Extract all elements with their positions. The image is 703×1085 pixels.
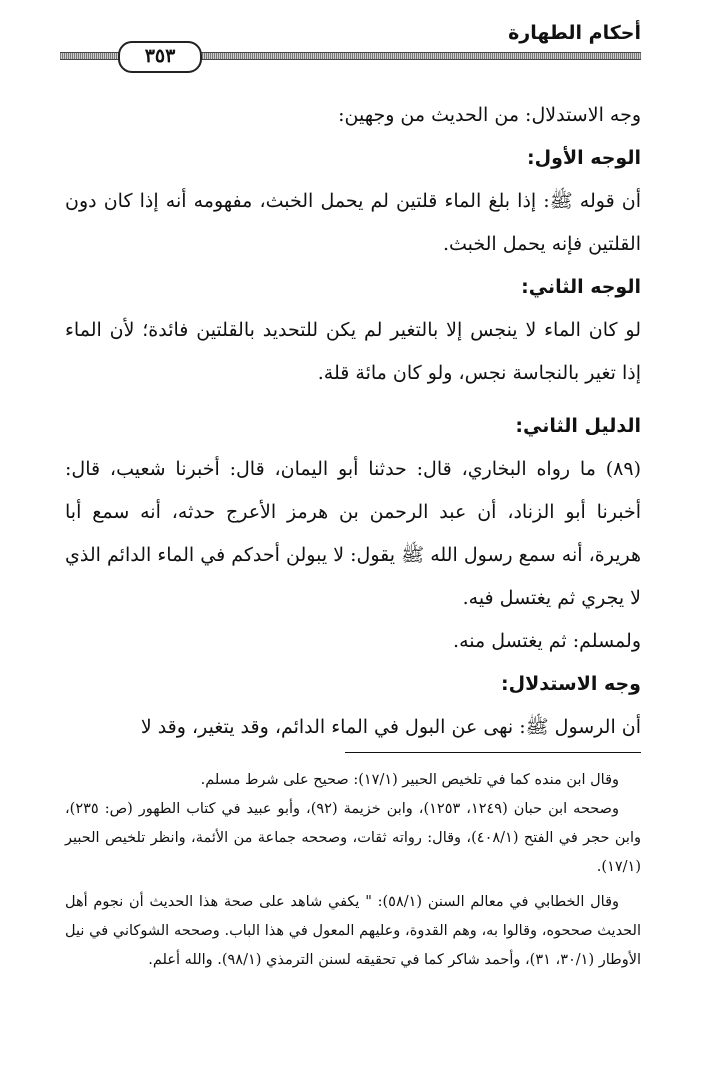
spacer	[65, 395, 641, 405]
heading-inference: وجه الاستدلال:	[501, 673, 641, 695]
page-header	[60, 22, 641, 72]
heading-second-aspect: الوجه الثاني:	[521, 276, 641, 298]
footnote-ibn-mandah: وقال ابن منده كما في تلخيص الحبير (١٧/١): صحيح على شرط مسلم.	[200, 772, 619, 788]
paragraph-second-aspect: لو كان الماء لا ينجس إلا بالتغير لم يكن للتحديد بالقلتين فائدة؛ لأن الماء إذا تغير بالنجاسة نجس، ولو كان مائة قلة.	[65, 319, 641, 384]
heading-first-aspect: الوجه الأول:	[527, 147, 641, 169]
heading-second-evidence: الدليل الثاني:	[515, 415, 641, 437]
book-title: أحكام الطهارة	[508, 22, 641, 44]
paragraph-intro: وجه الاستدلال: من الحديث من وجهين:	[338, 104, 641, 126]
footnote-separator	[345, 752, 641, 753]
paragraph-inference: أن الرسول ﷺ: نهى عن البول في الماء الدائم، وقد يتغير، وقد لا	[140, 716, 641, 738]
main-text	[65, 94, 641, 749]
footnote-khattabi: وقال الخطابي في معالم السنن (٥٨/١): " يكفي شاهد على صحة هذا الحديث أن نجوم أهل الحديث صححوه، وقالوا به، وهم القدوة، وعليهم المعول في هذا الباب. وصححه الشوكاني في نيل الأوطار (٣٠/١، ٣١)، وأحمد شاكر كما في تحقيقه لسنن الترمذي (٩٨/١). والله أعلم.	[65, 894, 641, 968]
paragraph-first-aspect: أن قوله ﷺ: إذا بلغ الماء قلتين لم يحمل الخبث، مفهومه أنه إذا كان دون القلتين فإنه يحمل الخبث.	[65, 190, 641, 255]
footnotes	[65, 766, 641, 975]
page-number: ٣٥٣	[118, 41, 202, 73]
paragraph-hadith-89: (٨٩) ما رواه البخاري، قال: حدثنا أبو اليمان، قال: أخبرنا شعيب، قال: أخبرنا أبو الزناد، أن عبد الرحمن بن هرمز الأعرج حدثه، أنه سمع أبا هريرة، أنه سمع رسول الله ﷺ يقول: لا يبولن أحدكم في الماء الدائم الذي لا يجري ثم يغتسل فيه.	[65, 458, 641, 609]
footnote-authenticators: وصححه ابن حبان (١٢٤٩، ١٢٥٣)، وابن خزيمة (٩٢)، وأبو عبيد في كتاب الطهور (ص: ٢٣٥)، وابن حجر في الفتح (٤٠٨/١)، وقال: رواته ثقات، وصححه جماعة من الأئمة، وانظر تلخيص الحبير (١٧/١).	[65, 801, 641, 875]
paragraph-muslim-variant: ولمسلم: ثم يغتسل منه.	[453, 630, 641, 652]
